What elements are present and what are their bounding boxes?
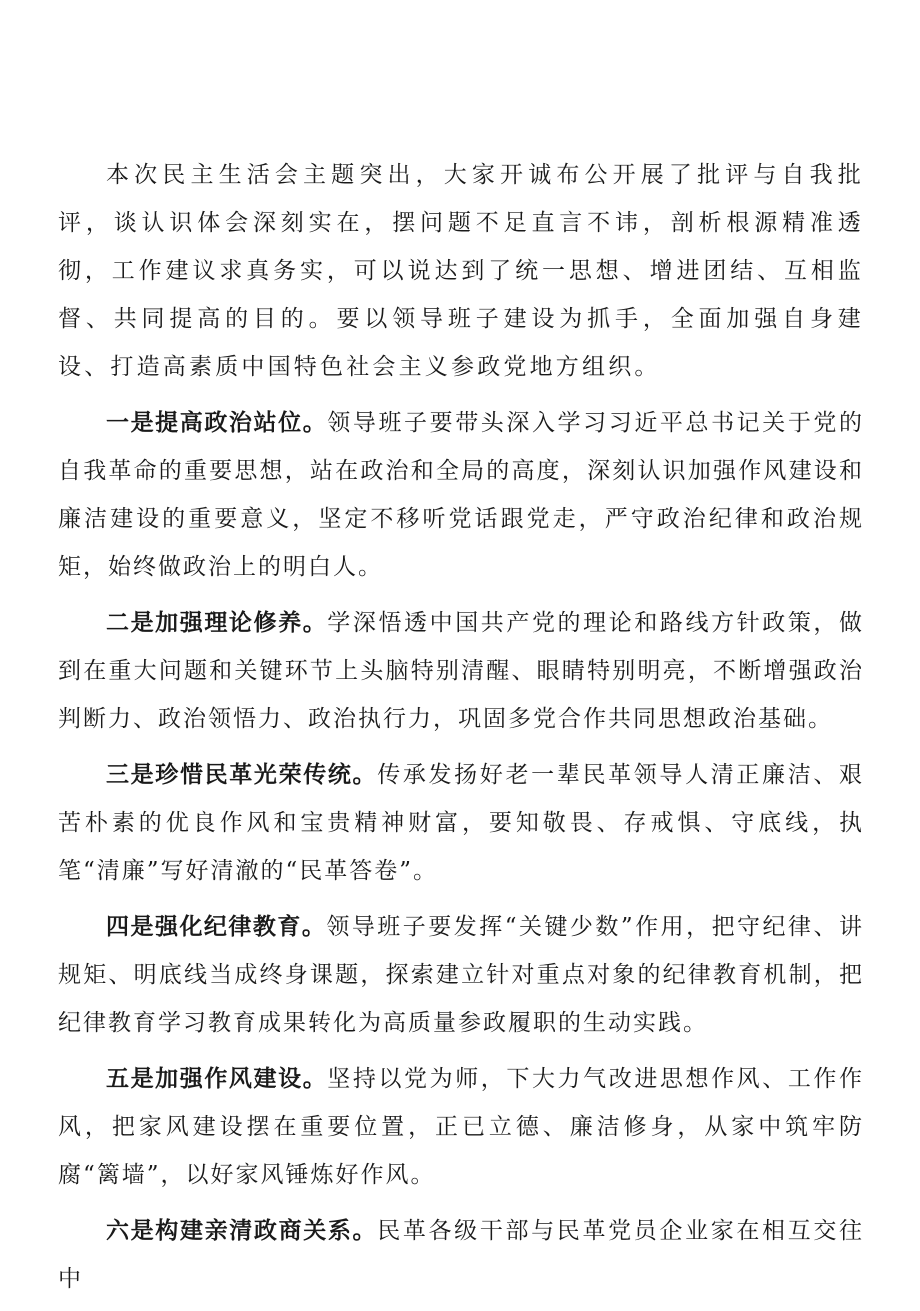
point-paragraph-2 xyxy=(58,599,864,743)
intro-paragraph: 本次民主生活会主题突出，大家开诚布公开展了批评与自我批评，谈认识体会深刻实在，摆问题不足直言不讳，剖析根源精准透彻，工作建议求真务实，可以说达到了统一思想、增进团结、互相监督、共同提高的目的。要以领导班子建设为抓手，全面加强自身建设、打造高素质中国特色社会主义参政党地方组织。 xyxy=(58,162,864,380)
point-text-5: 坚持以党为师，下大力气改进思想作风、工作作风，把家风建设摆在重要位置，正已立德、廉洁修身，从家中筑牢防腐“篱墙”，以好家风锤炼好作风。 xyxy=(58,1066,865,1188)
point-text-2: 学深悟透中国共产党的理论和路线方针政策，做到在重大问题和关键环节上头脑特别清醒、眼睛特别明亮，不断增强政治判断力、政治领悟力、政治执行力，巩固多党合作共同思想政治基础。 xyxy=(58,610,865,732)
point-lead-1: 一是提高政治站位。 xyxy=(106,410,328,436)
point-text-1: 领导班子要带头深入学习习近平总书记关于党的自我革命的重要思想，站在政治和全局的高度，深刻认识加强作风建设和廉洁建设的重要意义，坚定不移听党话跟党走，严守政治纪律和政治规矩，始终做政治上的明白人。 xyxy=(58,410,865,580)
point-text-6: 民革各级干部与民革党员企业家在相互交往中 xyxy=(58,1218,865,1292)
point-lead-6: 六是构建亲清政商关系。 xyxy=(106,1218,378,1244)
point-text-4: 领导班子要发挥“关键少数”作用，把守纪律、讲规矩、明底线当成终身课题，探索建立针对重点对象的纪律教育机制，把纪律教育学习教育成果转化为高质量参政履职的生动实践。 xyxy=(58,914,864,1036)
point-lead-3: 三是珍惜民革光荣传统。 xyxy=(106,762,378,788)
point-paragraph-6 xyxy=(58,1207,864,1303)
point-text-3: 传承发扬好老一辈民革领导人清正廉洁、艰苦朴素的优良作风和宝贵精神财富，要知敬畏、存戒惧、守底线，执笔“清廉”写好清澈的“民革答卷”。 xyxy=(58,762,865,884)
point-paragraph-1 xyxy=(58,399,864,591)
point-paragraph-5 xyxy=(58,1055,864,1199)
point-paragraph-3 xyxy=(58,751,864,895)
document-body xyxy=(58,151,864,1311)
point-paragraph-4 xyxy=(58,903,864,1047)
point-lead-5: 五是加强作风建设。 xyxy=(106,1066,328,1092)
point-lead-2: 二是加强理论修养。 xyxy=(106,610,328,636)
point-lead-4: 四是强化纪律教育。 xyxy=(106,914,327,940)
